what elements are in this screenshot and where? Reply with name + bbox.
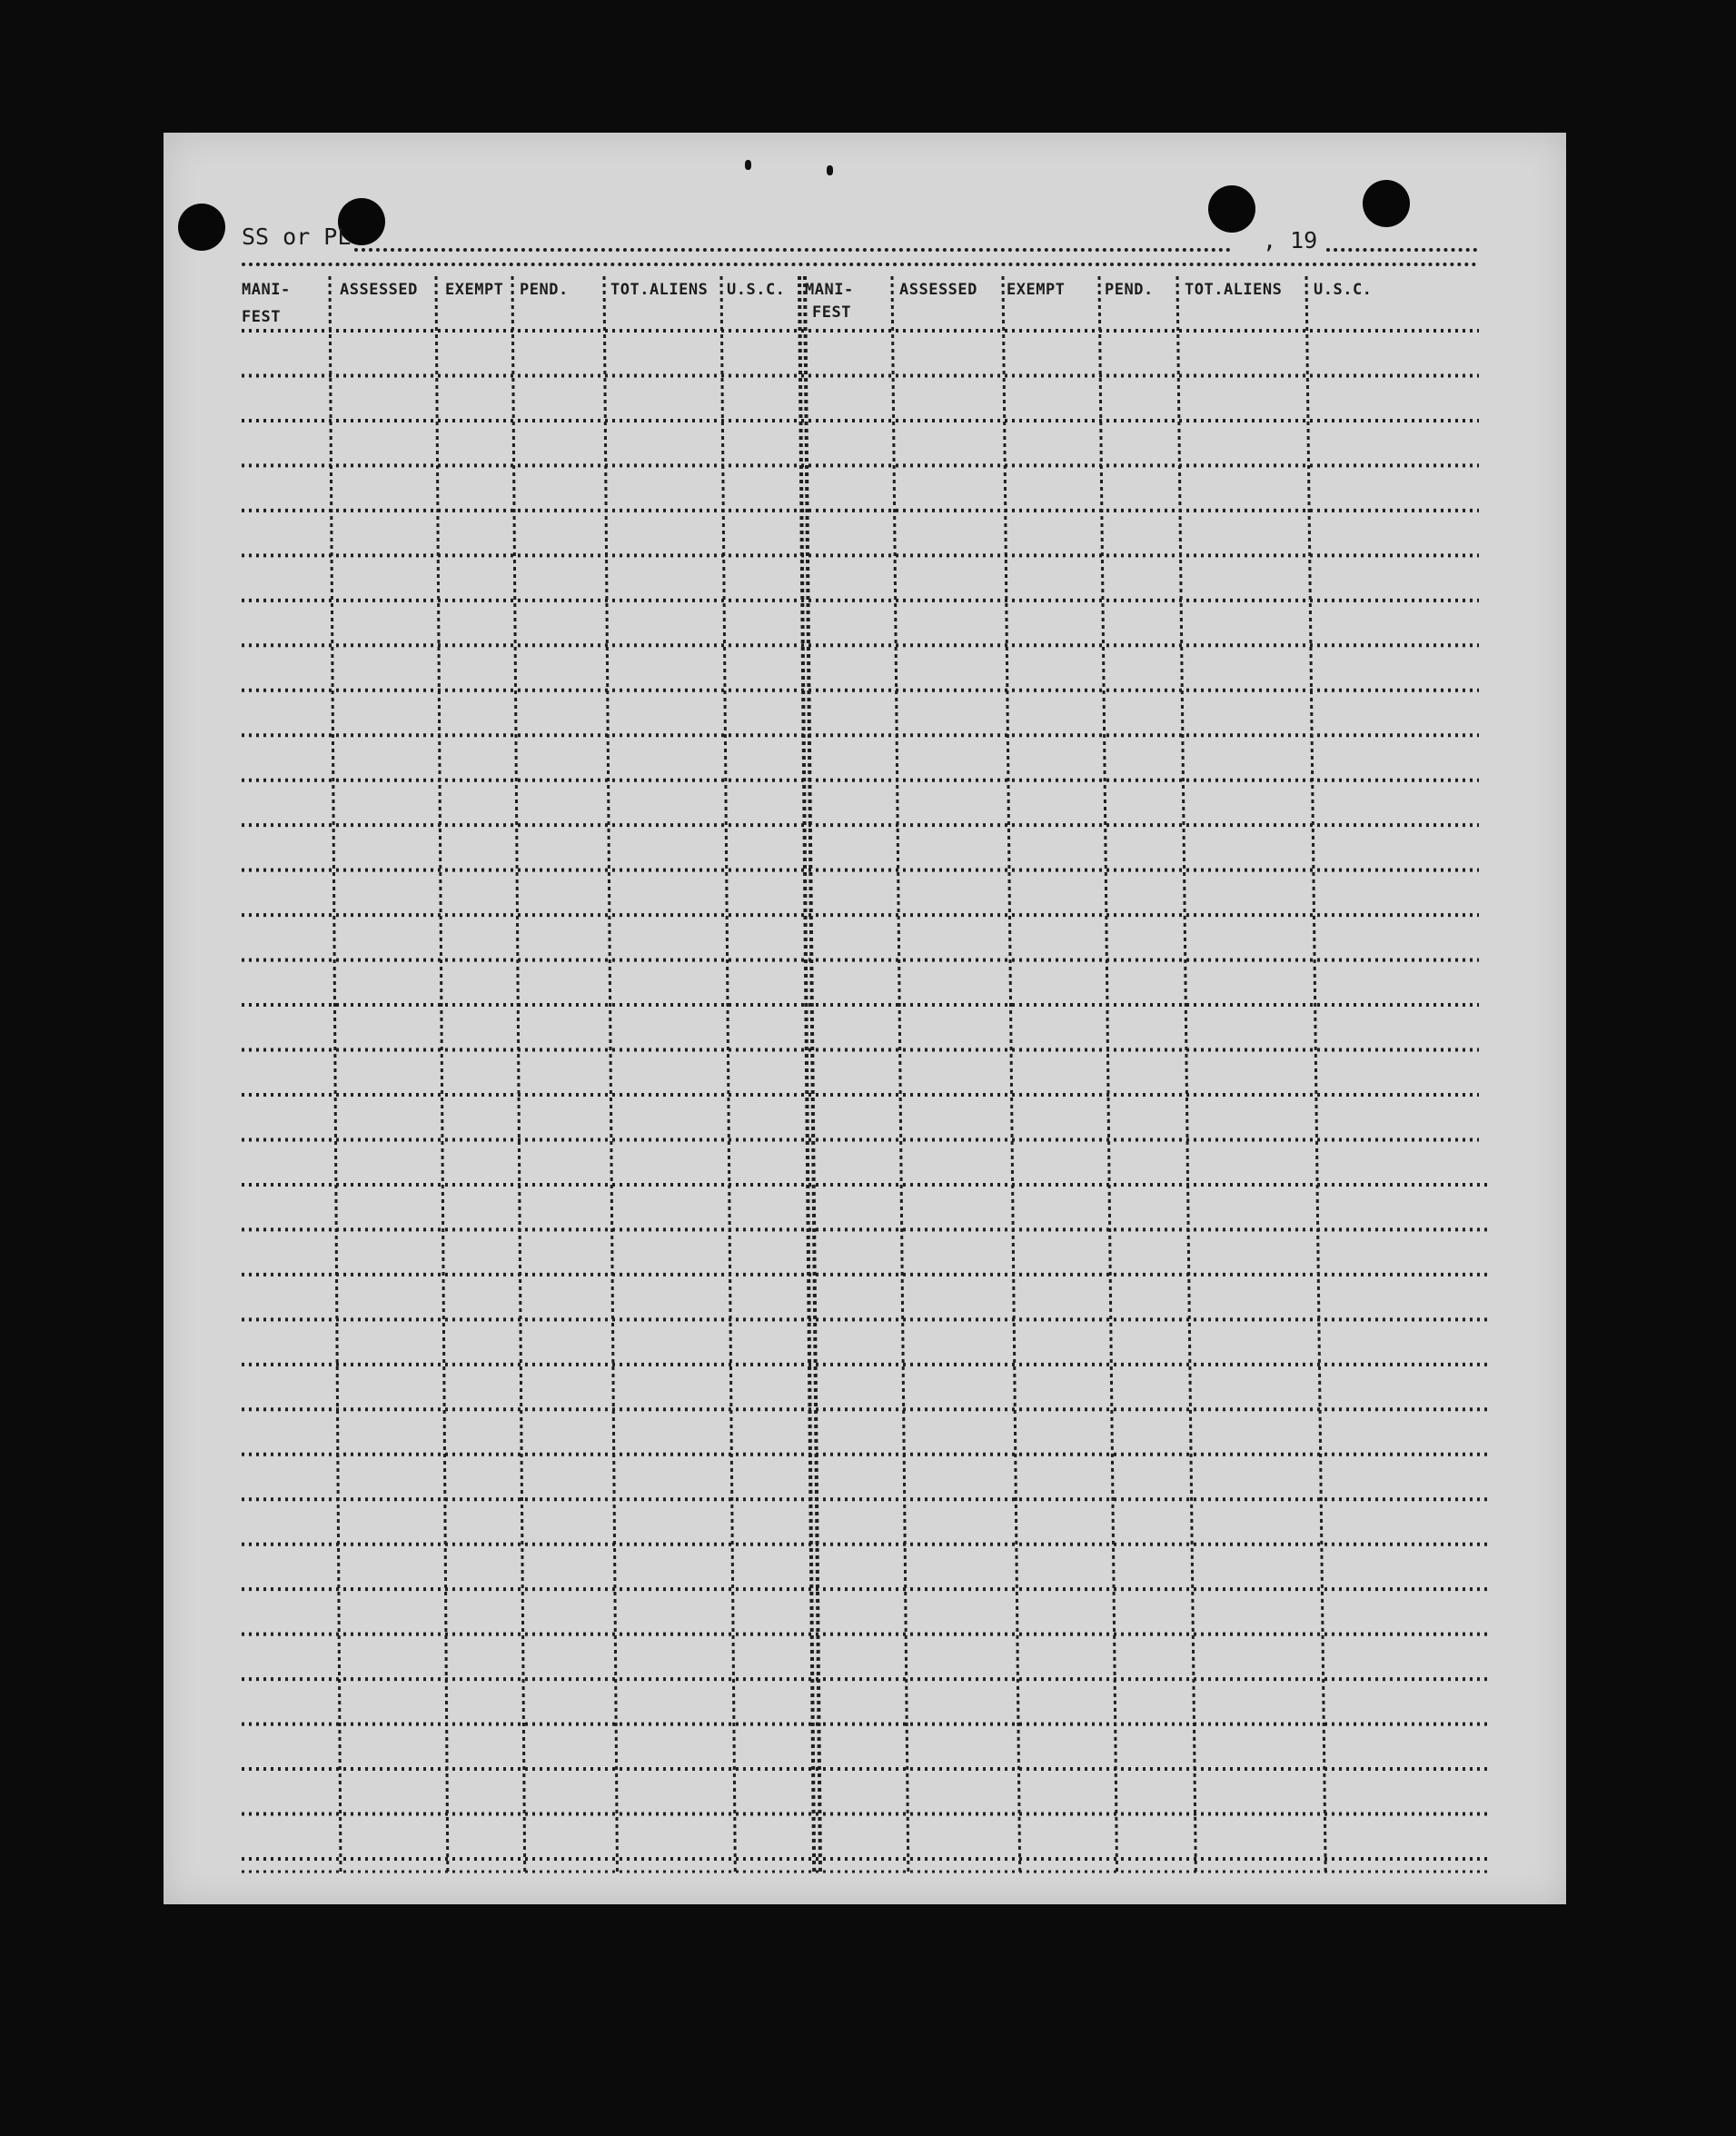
right-col-tot-aliens-label: TOT.ALIENS — [1185, 281, 1283, 299]
left-col-pend-label: PEND. — [520, 281, 569, 299]
column-divider-line — [604, 276, 618, 1872]
right-col-exempt-label: EXEMPT — [1007, 281, 1066, 299]
right-col-assessed-label: ASSESSED — [899, 281, 977, 299]
right-col-pend-label: PEND. — [1105, 281, 1154, 299]
right-col-manifest-label-2: FEST — [812, 303, 851, 322]
column-divider-line — [1177, 276, 1195, 1872]
column-divider-line — [1003, 276, 1020, 1872]
form-sheet — [164, 133, 1566, 1904]
left-col-exempt-label: EXEMPT — [445, 281, 504, 299]
left-col-manifest-label-2: FEST — [242, 308, 281, 326]
column-divider-line — [436, 276, 448, 1872]
column-divider-line — [1099, 276, 1117, 1872]
column-divider-line — [512, 276, 525, 1872]
column-divider-line — [721, 276, 735, 1872]
column-divider-line — [799, 276, 814, 1872]
column-divider-line — [330, 276, 341, 1872]
left-col-assessed-label: ASSESSED — [340, 281, 418, 299]
vessel-label: SS or PL — [242, 224, 352, 250]
right-col-usc-label: U.S.C. — [1314, 281, 1373, 299]
year-label: , 19 — [1263, 227, 1318, 253]
column-divider-line — [805, 276, 820, 1872]
left-col-usc-label: U.S.C. — [727, 281, 786, 299]
left-col-manifest-label: MANI- — [242, 281, 291, 299]
right-col-manifest-label: MANI- — [805, 281, 854, 299]
column-divider-line — [1306, 276, 1325, 1872]
column-divider-line — [892, 276, 908, 1872]
ledger-grid — [164, 133, 1566, 1904]
left-col-tot-aliens-label: TOT.ALIENS — [610, 281, 709, 299]
